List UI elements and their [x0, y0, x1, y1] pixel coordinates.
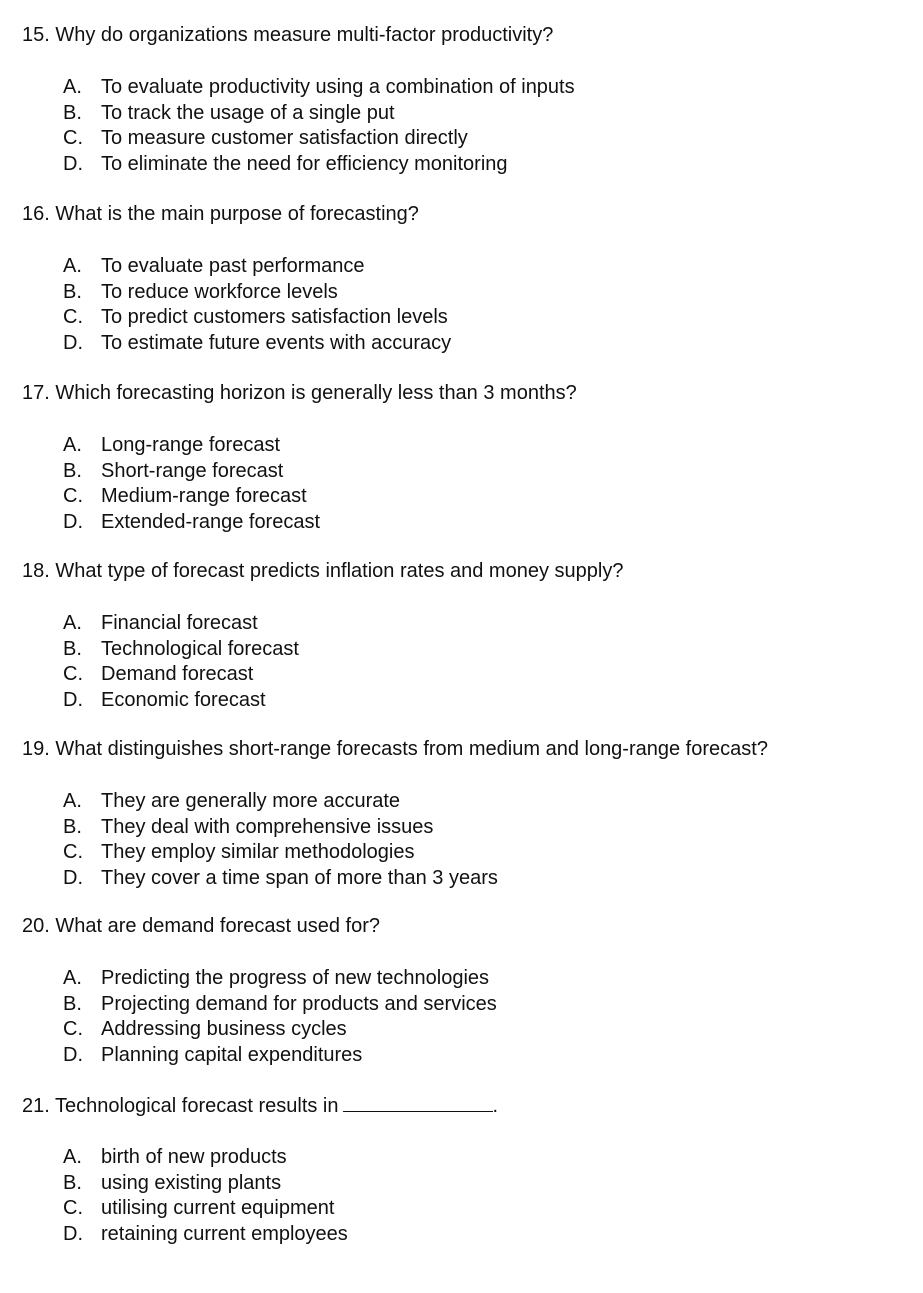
question-text: Why do organizations measure multi-factor productivity? [55, 24, 554, 46]
option-list [63, 1145, 348, 1248]
option-d [63, 152, 575, 178]
option-d [63, 331, 451, 357]
option-list [63, 789, 498, 892]
question-stem [22, 381, 577, 405]
option-c [63, 840, 498, 866]
option-b [63, 815, 498, 841]
option-d [63, 1043, 497, 1069]
option-d [63, 510, 320, 536]
question-text-end: . [492, 1095, 499, 1117]
option-letter: D. [63, 1223, 83, 1246]
option-list [63, 433, 320, 536]
option-letter: A. [63, 790, 82, 812]
option-text: Projecting demand for products and services [101, 992, 497, 1015]
option-a [63, 75, 575, 101]
option-d [63, 688, 299, 714]
option-text: Economic forecast [101, 689, 266, 712]
option-text: Medium-range forecast [101, 485, 307, 508]
question-stem [22, 202, 419, 226]
option-c [63, 1196, 348, 1222]
option-text: To eliminate the need for efficiency monitoring [101, 153, 508, 176]
question-text: Technological forecast results in [55, 1095, 339, 1117]
option-text: retaining current employees [101, 1223, 348, 1246]
question-text: What type of forecast predicts inflation rates and money supply? [55, 560, 624, 582]
option-letter: D. [63, 153, 83, 176]
option-text: Addressing business cycles [101, 1018, 347, 1041]
option-a [63, 1145, 348, 1171]
question-text: What distinguishes short-range forecasts from medium and long-range forecast? [55, 738, 768, 760]
option-b [63, 637, 299, 663]
option-c [63, 1017, 497, 1043]
question-number: 18. [22, 560, 50, 582]
option-text: They cover a time span of more than 3 years [101, 867, 498, 890]
option-letter: B. [63, 459, 82, 482]
option-letter: A. [63, 434, 82, 456]
option-b [63, 992, 497, 1018]
option-a [63, 966, 497, 992]
option-letter: C. [63, 841, 83, 864]
option-d [63, 1222, 348, 1248]
option-text: Predicting the progress of new technologies [101, 967, 490, 989]
option-a [63, 254, 451, 280]
option-text: To evaluate productivity using a combination of inputs [101, 76, 575, 98]
option-list [63, 966, 497, 1069]
option-text: Financial forecast [101, 612, 258, 634]
option-c [63, 126, 575, 152]
option-letter: A. [63, 255, 82, 277]
question-stem [22, 1093, 498, 1118]
option-letter: D. [63, 867, 83, 890]
option-letter: D. [63, 511, 83, 534]
option-letter: C. [63, 1197, 83, 1220]
option-text: Planning capital expenditures [101, 1044, 363, 1067]
option-letter: C. [63, 485, 83, 508]
question-stem [22, 737, 768, 761]
option-text: utilising current equipment [101, 1197, 335, 1220]
question-stem [22, 23, 553, 47]
option-list [63, 75, 575, 178]
question-text: Which forecasting horizon is generally less than 3 months? [55, 382, 577, 404]
question-stem [22, 559, 623, 583]
option-text: To track the usage of a single put [101, 101, 395, 124]
option-letter: B. [63, 101, 82, 124]
option-b [63, 1171, 348, 1197]
option-letter: C. [63, 127, 83, 150]
question-number: 20. [22, 915, 50, 937]
option-c [63, 484, 320, 510]
question-text: What are demand forecast used for? [55, 915, 380, 937]
question-number: 15. [22, 24, 50, 46]
option-letter: D. [63, 1044, 83, 1067]
question-number: 17. [22, 382, 50, 404]
option-text: To evaluate past performance [101, 255, 365, 277]
option-letter: D. [63, 332, 83, 355]
option-letter: D. [63, 689, 83, 712]
option-text: Demand forecast [101, 663, 254, 686]
option-list [63, 611, 299, 714]
option-text: To estimate future events with accuracy [101, 332, 452, 355]
option-a [63, 789, 498, 815]
option-letter: B. [63, 1171, 82, 1194]
option-a [63, 433, 320, 459]
option-text: birth of new products [101, 1146, 287, 1168]
option-letter: B. [63, 815, 82, 838]
option-c [63, 662, 299, 688]
option-letter: C. [63, 306, 83, 329]
option-c [63, 305, 451, 331]
option-letter: A. [63, 76, 82, 98]
question-stem [22, 914, 380, 938]
option-text: They employ similar methodologies [101, 841, 415, 864]
option-b [63, 459, 320, 485]
option-text: Technological forecast [101, 637, 299, 660]
option-letter: A. [63, 1146, 82, 1168]
option-text: Long-range forecast [101, 434, 281, 456]
option-list [63, 254, 451, 357]
option-text: They deal with comprehensive issues [101, 815, 434, 838]
question-text: What is the main purpose of forecasting? [55, 203, 419, 225]
option-text: To reduce workforce levels [101, 280, 338, 303]
question-number: 19. [22, 738, 50, 760]
question-number: 16. [22, 203, 50, 225]
option-d [63, 866, 498, 892]
option-text: Extended-range forecast [101, 511, 321, 534]
question-number: 21. [22, 1095, 50, 1117]
option-text: They are generally more accurate [101, 790, 401, 812]
option-text: To predict customers satisfaction levels [101, 306, 448, 329]
option-letter: B. [63, 280, 82, 303]
option-b [63, 280, 451, 306]
option-letter: A. [63, 967, 82, 989]
option-text: Short-range forecast [101, 459, 284, 482]
option-text: To measure customer satisfaction directly [101, 127, 468, 150]
option-text: using existing plants [101, 1171, 282, 1194]
answer-blank [343, 1093, 493, 1112]
option-letter: A. [63, 612, 82, 634]
option-letter: C. [63, 663, 83, 686]
option-b [63, 101, 575, 127]
option-a [63, 611, 299, 637]
option-letter: B. [63, 992, 82, 1015]
option-letter: B. [63, 637, 82, 660]
option-letter: C. [63, 1018, 83, 1041]
